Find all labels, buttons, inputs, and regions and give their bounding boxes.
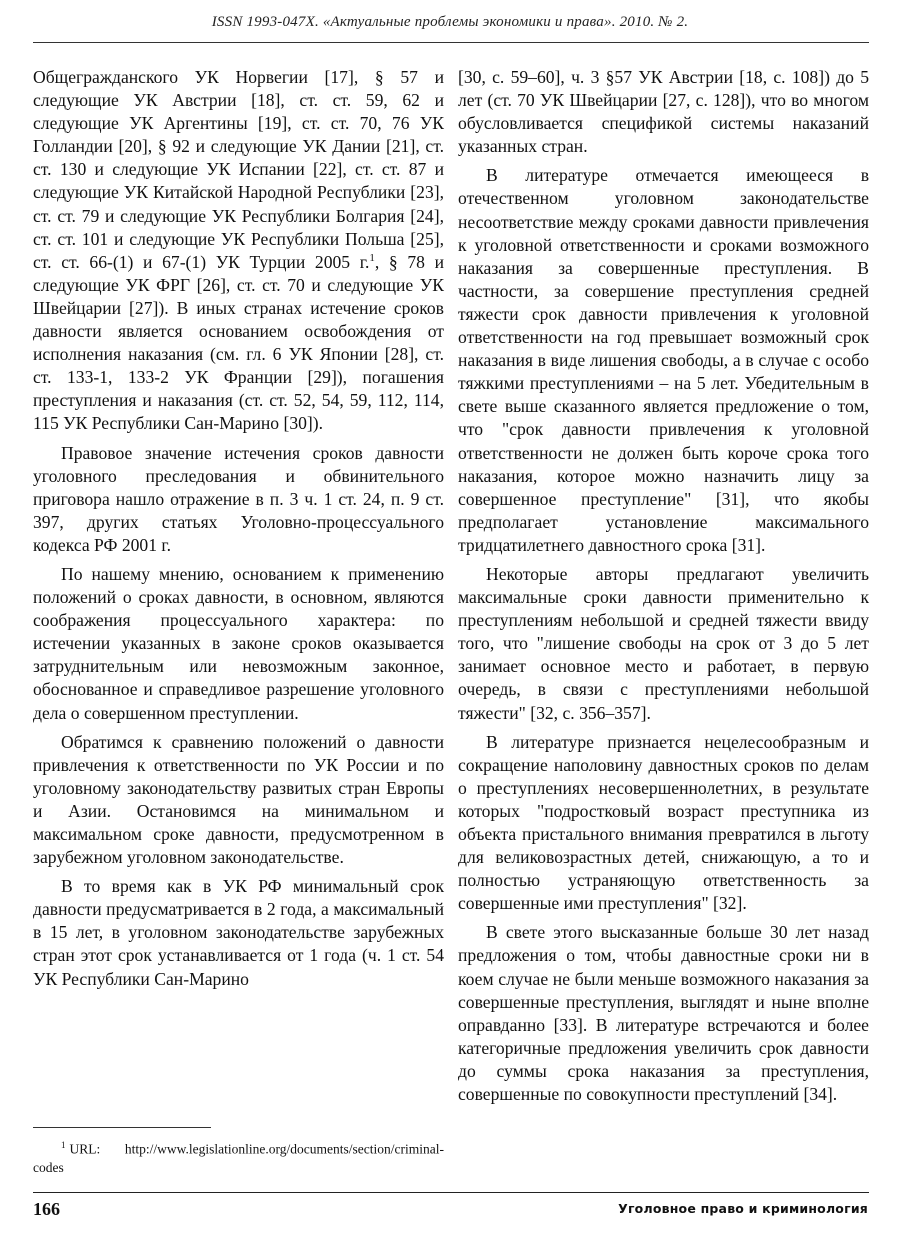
footnote bbox=[33, 1136, 444, 1177]
paragraph: В литературе отмечается имеющееся в отечественном уголовном законодательстве несоответствие между сроками давности привлечения к уголовной ответственности и сроками возможного наказания за совершенные преступления. В частности, за совершение преступления средней тяжести срок давности привлечения к уголовной ответственности на год превышает возможный срок наказания в виде лишения свободы, а в случае с особо тяжкими преступлениями – на 5 лет. Убедительным в свете выше сказанного является предложение о том, что "срок давности привлечения к уголовной ответственности не должен быть короче срока того наказания, которое можно назначить лицу за совершенное преступление" [31], что якобы предполагает установление максимального тридцатилетнего давностного срока [31]. bbox=[458, 165, 869, 555]
footer-divider bbox=[33, 1192, 869, 1193]
paragraph-text: Общегражданского УК Норвегии [17], § 57 и следующие УК Австрии [18], ст. ст. 59, 62 и следующие УК Аргентины [19], ст. ст. 70, 76 УК Голландии [20], § 92 и следующие УК Дании [21], ст. ст. 130 и следующие УК Испании [22], ст. ст. 87 и следующие УК Китайской Народной Республики [23], ст. ст. 79 и следующие УК Республики Болгария [24], ст. ст. 101 и следующие УК Республики Польша [25], ст. ст. 66-(1) и 67-(1) УК Турции 2005 г. bbox=[33, 67, 444, 272]
footnote-divider bbox=[33, 1127, 211, 1128]
section-title: Уголовное право и криминология bbox=[618, 1201, 868, 1216]
paragraph: По нашему мнению, основанием к применению положений о сроках давности, в основном, являются соображения процессуального характера: по истечении указанных в законе сроков оказывается затруднительным или невозможным законное, обоснованное и справедливое разрешение уголовного дела о совершенном преступлении. bbox=[33, 563, 444, 723]
paragraph bbox=[33, 66, 444, 436]
header-divider bbox=[33, 42, 869, 43]
journal-header: ISSN 1993-047X. «Актуальные проблемы экономики и права». 2010. № 2. bbox=[211, 14, 689, 30]
paragraph: Некоторые авторы предлагают увеличить максимальные сроки давности применительно к преступлениям небольшой и средней тяжести ввиду того, что "лишение свободы на срок от 3 до 5 лет занимает основное место и работает, в первую очередь, в связи с преступлениями небольшой тяжести" [32, с. 356–357]. bbox=[458, 563, 869, 723]
paragraph: В литературе признается нецелесообразным и сокращение наполовину давностных сроков по делам о преступлениях несовершеннолетних, в результате которых "подростковый возраст преступника из объекта пристального внимания превратился в льготу для великовозрастных детей, снижающую, а то и полностью устраняющую ответственность за совершенные ими преступления" [32]. bbox=[458, 731, 869, 914]
paragraph: В то время как в УК РФ минимальный срок давности предусматривается в 2 года, а максимальный в 15 лет, в уголовном законодательстве зарубежных стран этот срок устанавливается от 1 года (ч. 1 ст. 54 УК Республики Сан-Марино bbox=[33, 876, 444, 989]
paragraph-text: , § 78 и следующие УК ФРГ [26], ст. ст. 70 и следующие УК Швейцарии [27]). В иных странах истечение сроков давности является основанием освобождения от исполнения наказания (см. гл. 6 УК Японии [28], ст. ст. 133-1, 133-2 УК Франции [29]), погашения преступления и наказания (ст. ст. 52, 54, 59, 112, 114, 115 УК Республики Сан-Марино [30]). bbox=[33, 251, 444, 434]
footnote-mark: 1 bbox=[61, 1140, 66, 1150]
right-column bbox=[458, 66, 869, 1112]
footnote-text[interactable]: URL: http://www.legislationline.org/documents/section/criminal-codes bbox=[33, 1141, 444, 1175]
left-column bbox=[33, 66, 444, 997]
paragraph: В свете этого высказанные больше 30 лет назад предложения о том, чтобы давностные сроки ни в коем случае не были меньше возможного наказания за совершенные преступления, выглядят и ныне вполне оправданно [33]. В литературе встречаются и более категоричные предложения увеличить срок давности до суммы срока наказания за преступления, совершенные по совокупности преступлений [34]. bbox=[458, 922, 869, 1105]
page-number: 166 bbox=[33, 1199, 60, 1219]
paragraph: Обратимся к сравнению положений о давности привлечения к ответственности по УК России и по уголовному законодательству развитых стран Европы и Азии. Остановимся на минимальном и максимальном сроке давности, предусмотренном в зарубежном уголовном законодательстве. bbox=[33, 731, 444, 868]
paragraph: [30, с. 59–60], ч. 3 §57 УК Австрии [18, с. 108]) до 5 лет (ст. 70 УК Швейцарии [27, с. 128]), что во многом обусловливается спецификой системы наказаний указанных стран. bbox=[458, 67, 869, 157]
paragraph: Правовое значение истечения сроков давности уголовного преследования и обвинительного приговора нашло отражение в п. 3 ч. 1 ст. 24, п. 9 ст. 397, других статьях Уголовно-процессуального кодекса РФ 2001 г. bbox=[33, 442, 444, 555]
footnote-reference[interactable]: 1 bbox=[369, 251, 375, 264]
